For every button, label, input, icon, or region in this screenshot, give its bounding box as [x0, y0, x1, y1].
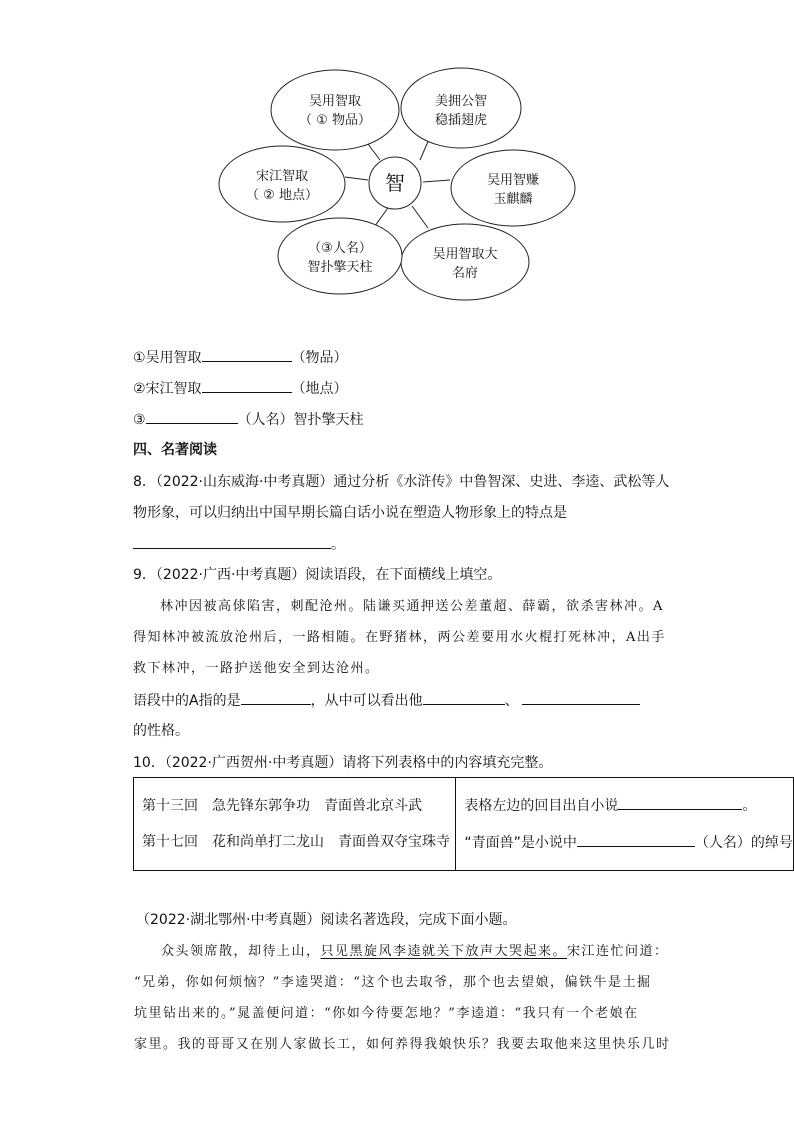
q11-passage-line3: 坑里钻出来的。”晁盖便问道：“你如今待要怎地？”李逵道：“我只有一个老娘在	[134, 1006, 639, 1021]
answer-blank-item[interactable]	[202, 347, 292, 362]
q9-passage-line2: 得知林冲被流放沧州后，一路相随。在野猪林，两公差要用水火棍打死林冲，A出手	[133, 630, 666, 645]
mindmap-node-3-line1: 吴用智赚	[486, 173, 540, 188]
q11-p1-b: 宋江连忙问道：	[567, 944, 669, 959]
q9-passage-line1: 林冲因被高俅陷害，刺配沧州。陆谦买通押送公差董超、薛霸，欲杀害林冲。A	[160, 599, 664, 614]
mindmap-node-6-line2: （ ② 地点）	[246, 188, 318, 203]
mindmap-node-5-line1: （③人名）	[308, 241, 372, 256]
answer-blank-person[interactable]	[146, 409, 238, 424]
mindmap-node-4	[401, 224, 529, 300]
mind-map-diagram	[0, 0, 794, 320]
mindmap-node-1-line1: 吴用智取	[308, 94, 362, 109]
fill-item-1	[133, 347, 348, 368]
q10-table-left-cell	[134, 778, 456, 871]
fill-item-3-suffix: （人名）智扑擎天柱	[237, 412, 364, 428]
q9-answer-prefix: 语段中的A指的是	[133, 693, 241, 709]
q10-blank-name[interactable]	[577, 832, 695, 847]
q10-line1: 10．（2022·广西贺州·中考真题）请将下列表格中的内容填充完整。	[133, 755, 553, 771]
mindmap-node-5	[278, 218, 402, 294]
mindmap-node-1	[271, 70, 399, 150]
q11-passage-line4: 家里。我的哥哥又在别人家做长工，如何养得我娘快乐？我要去取他来这里快乐几时	[134, 1037, 671, 1052]
fill-item-2-prefix: ②宋江智取	[133, 381, 202, 397]
q10-right-line1	[464, 795, 793, 816]
q10-right-line2	[464, 832, 793, 853]
q11-p1-a: 众头领席散，却待上山，	[161, 944, 321, 959]
q10-right1-end: 。	[742, 798, 757, 814]
q10-table	[133, 777, 794, 871]
q11-passage-line1	[161, 942, 669, 962]
q11-p1-underlined: 只见黑旋风李逵就关下放声大哭起来。	[320, 944, 568, 959]
q10-right2-end: （人名）的绰号	[694, 835, 793, 851]
q9-answer-end: 的性格。	[133, 723, 189, 739]
q10-chapter-17: 第十七回 花和尚单打二龙山 青面兽双夺宝珠寺	[142, 834, 450, 850]
q9-blank-trait-2[interactable]	[522, 690, 640, 705]
mindmap-center-label: 智	[385, 171, 405, 195]
q8-line2: 物形象，可以归纳出中国早期长篇白话小说在塑造人物形象上的特点是	[133, 505, 567, 521]
q10-right1-prefix: 表格左边的回目出自小说	[464, 798, 619, 814]
q9-line1: 9．（2022·广西·中考真题）阅读语段，在下面横线上填空。	[133, 567, 502, 583]
q10-table-right-cell	[456, 778, 794, 871]
mindmap-node-2-line2: 稳插翅虎	[434, 113, 488, 128]
mindmap-node-4-line1: 吴用智取大	[432, 247, 498, 262]
q9-answer-sep: 、	[504, 693, 519, 709]
fill-item-3	[133, 409, 364, 430]
q11-passage-line2: “兄弟，你如何烦恼？”李逵哭道：“这个也去取爷，那个也去望娘，偏铁牛是土掘	[134, 975, 652, 990]
answer-blank-place[interactable]	[202, 378, 292, 393]
q9-blank-trait-1[interactable]	[423, 690, 505, 705]
q8-line1: 8．（2022·山东威海·中考真题）通过分析《水浒传》中鲁智深、史进、李逵、武松等人	[133, 474, 670, 490]
mindmap-node-3-line2: 玉麒麟	[493, 192, 533, 207]
fill-item-1-prefix: ①吴用智取	[133, 350, 202, 366]
mindmap-node-5-line2: 智扑擎天柱	[307, 260, 373, 275]
mindmap-node-6	[219, 146, 345, 222]
q9-blank-person[interactable]	[241, 690, 311, 705]
q8-end: 。	[331, 537, 345, 553]
section-heading: 四、名著阅读	[133, 442, 217, 458]
mindmap-node-6-line1: 宋江智取	[255, 169, 309, 184]
q10-blank-novel[interactable]	[618, 795, 742, 810]
fill-item-2	[133, 378, 348, 399]
q9-passage-line3: 救下林冲，一路护送他安全到达沧州。	[133, 661, 380, 676]
q9-answer-mid: ，从中可以看出他	[310, 693, 423, 709]
q10-right2-prefix: “青面兽”是小说中	[464, 835, 577, 851]
fill-item-2-suffix: （地点）	[291, 381, 348, 397]
fill-item-3-prefix: ③	[133, 412, 146, 428]
q11-intro: （2022·湖北鄂州·中考真题）阅读名著选段，完成下面小题。	[136, 912, 517, 928]
mindmap-node-1-line2: （ ① 物品）	[299, 113, 371, 128]
q8-answer-blank[interactable]	[133, 534, 331, 549]
mindmap-node-4-line2: 名府	[451, 266, 479, 281]
q10-chapter-13: 第十三回 急先锋东郭争功 青面兽北京斗武	[142, 798, 422, 814]
mindmap-node-2-line1: 美拥公智	[434, 94, 488, 109]
q8-answer-line	[133, 534, 345, 555]
mindmap-node-3	[451, 150, 575, 226]
fill-item-1-suffix: （物品）	[291, 350, 348, 366]
q9-answer-line	[133, 690, 640, 711]
